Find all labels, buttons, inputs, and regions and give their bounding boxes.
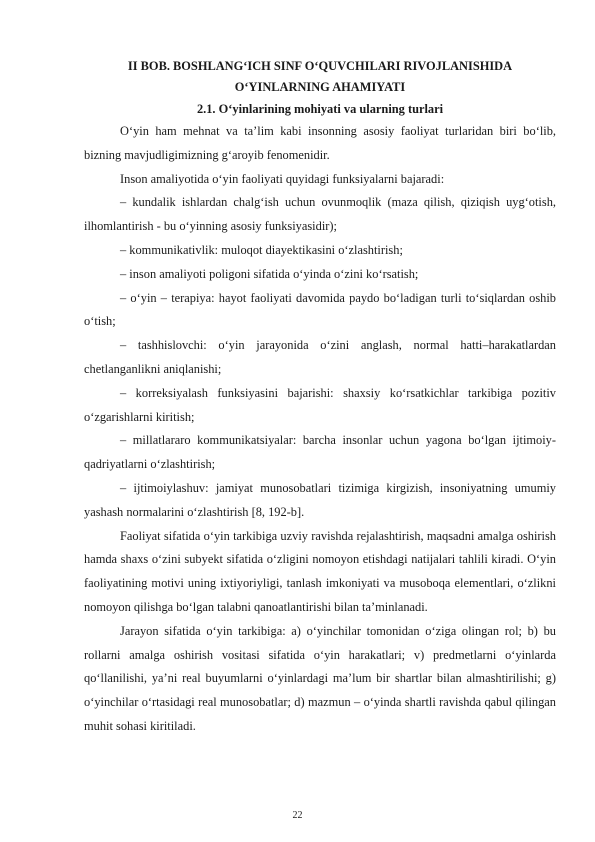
list-item-socialization: – ijtimoiylashuv: jamiyat munosobatlari tizimiga kirgizish, insoniyatning umumiy yashash normalarini o‘zlashtirish [8, 192-b]. xyxy=(84,480,556,519)
paragraph-activity: Faoliyat sifatida o‘yin tarkibiga uzviy ravishda rejalashtirish, maqsadni amalga oshirish hamda shaxs o‘zini subyekt sifatida o‘zligini nomoyon etishdagi natijalari tahlili kiradi. O‘yin faoliyatining motivi uning ixtiyoriyligi, tanlash imkoniyati va musoboqa elementlari, o‘zlikni nomoyon qilishga bo‘lgan talabni qanoatlantirishi bilan ta’minlanadi. xyxy=(84,528,556,614)
page-number: 22 xyxy=(292,810,303,821)
list-item-entertainment: – kundalik ishlardan chalg‘ish uchun ovunmoqlik (maza qilish, qiziqish uyg‘otish, ilhomlantirish - bu o‘yinning asosiy funksiyasidir); xyxy=(84,195,556,234)
list-item-communicative: – kommunikativlik: muloqot diayektikasini o‘zlashtirish; xyxy=(120,242,403,257)
chapter-title-line-1: II BOB. BOSHLANG‘ICH SINF O‘QUVCHILARI RIVOJLANISHIDA xyxy=(127,59,513,73)
chapter-title-line-2: O‘YINLARNING AHAMIYATI xyxy=(234,80,406,94)
list-item-interethnic: – millatlararo kommunikatsiyalar: barcha insonlar uchun yagona bo‘lgan ijtimoiy-qadriyatlarni o‘zlashtirish; xyxy=(84,433,556,472)
list-item-diagnostic: – tashhislovchi: o‘yin jarayonida o‘zini anglash, normal hatti–harakatlardan chetlanganlikni aniqlanishi; xyxy=(84,338,556,376)
chapter-title xyxy=(64,56,576,98)
paragraph-process: Jarayon sifatida o‘yin tarkibiga: a) o‘yinchilar tomonidan o‘ziga olingan rol; b) bu rollarni amalga oshirish vositasi sifatida o‘yin harakatlari; v) predmetlarni o‘yinlarda qo‘llanilishi, ya’ni real buyumlarni o‘yinlardagi ma’lum bir shartlar bilan almashtirilishi; g) o‘yinchilar o‘rtasidagi real munosobatlar; d) mazmun – o‘yinda shartli ravishda qabul qilingan muhit sohasi kiritiladi. xyxy=(84,623,556,733)
list-item-correction: – korreksiyalash funksiyasini bajarishi: shaxsiy ko‘rsatkichlar tarkibiga pozitiv o‘zgarishlarni kiritish; xyxy=(84,385,556,424)
list-item-practice-polygon: – inson amaliyoti poligoni sifatida o‘yinda o‘zini ko‘rsatish; xyxy=(120,266,419,281)
section-title: 2.1. O‘yinlarining mohiyati va ularning turlari xyxy=(196,102,444,116)
paragraph-intro: O‘yin ham mehnat va ta’lim kabi insonning asosiy faoliyat turlaridan biri bo‘lib, bizning mavjudligimizning g‘aroyib fenomenidir. xyxy=(84,124,556,162)
paragraph-functions-lead: Inson amaliyotida o‘yin faoliyati quyidagi funksiyalarni bajaradi: xyxy=(120,171,445,186)
document-page xyxy=(84,56,556,739)
list-item-therapy: – o‘yin – terapiya: hayot faoliyati davomida paydo bo‘ladigan turli to‘siqlardan oshib o‘tish; xyxy=(84,290,556,329)
